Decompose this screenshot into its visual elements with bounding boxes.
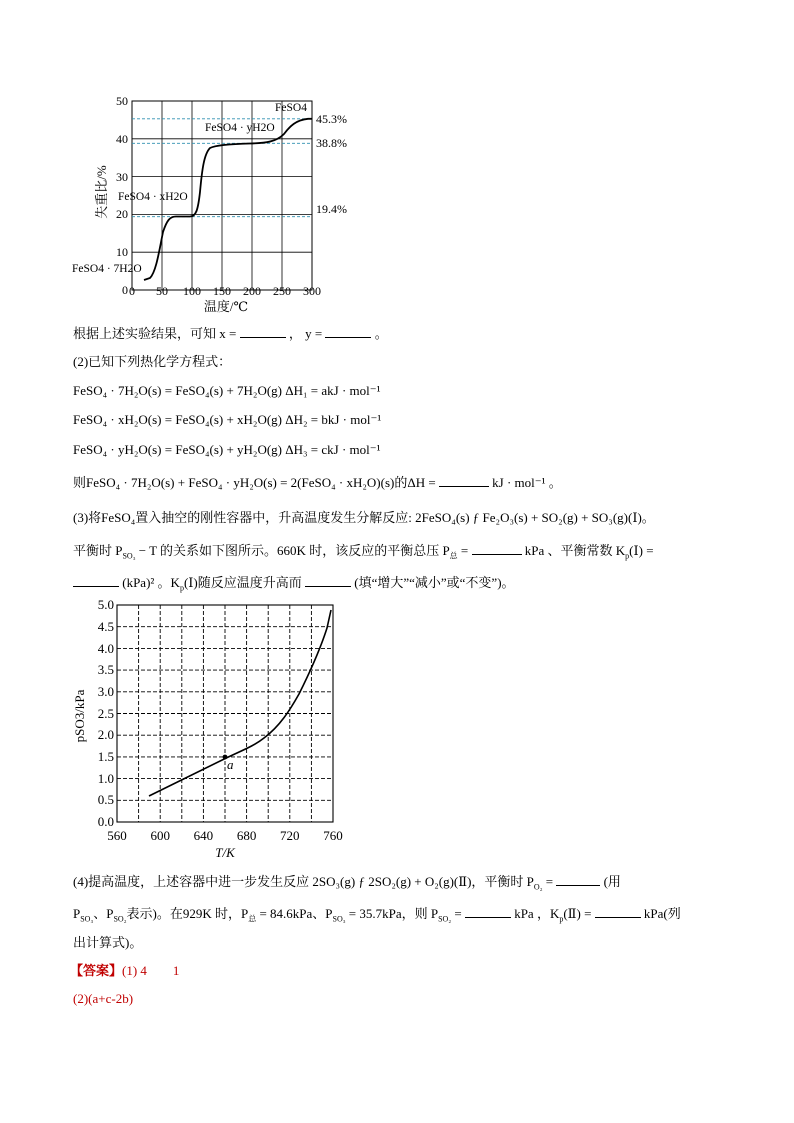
text-segment: 则FeSO₄ · 7H₂O(s) + FeSO₄ · yH₂O(s) = 2(FeSO₄ · xH₂O)(s)的ΔH = <box>73 475 436 490</box>
x-tick: 600 <box>150 828 170 843</box>
y-tick: 2.0 <box>97 727 114 742</box>
text-segment: = 35.7kPa，则 P <box>345 906 439 921</box>
question-3-line-1: (3)将FeSO₄置入抽空的刚性容器中，升高温度发生分解反应: 2FeSO₄(s) ƒ Fe₂O₃(s) + SO₂(g) + SO₃(g)(Ⅰ)。 <box>73 510 655 525</box>
x-tick: 50 <box>156 284 168 298</box>
text-segment: (kPa)² 。K <box>122 575 180 590</box>
text-segment: − T 的关系如下图所示。660K 时，该反应的平衡总压 P <box>135 543 450 558</box>
x-tick: 760 <box>323 828 343 843</box>
text-segment: ， y = <box>288 326 323 341</box>
label-feso4-yh2o: FeSO4 · yH2O <box>205 122 275 134</box>
equation-4 <box>73 472 562 492</box>
text-segment: (Ⅱ) = <box>563 906 592 921</box>
text-segment: (4)提高温度，上述容器中进一步发生反应 2SO₃(g) ƒ 2SO₂(g) + O₂(g)(Ⅱ)，平衡时 P <box>73 874 534 889</box>
answer-blank-x[interactable] <box>240 323 286 338</box>
y-tick: 50 <box>116 94 128 108</box>
y-tick: 20 <box>116 207 128 221</box>
text-segment: 。 <box>374 326 388 341</box>
pct-label-45: 45.3% <box>316 112 347 126</box>
text-segment: (用 <box>603 874 621 889</box>
subscript: SO₃ <box>332 914 346 924</box>
answer-blank-po2[interactable] <box>556 871 600 886</box>
label-feso4-7h2o: FeSO4 · 7H2O <box>72 263 142 275</box>
x-axis-title: T/K <box>215 845 235 860</box>
y-tick: 3.5 <box>97 662 114 677</box>
pso3-curve <box>149 610 331 796</box>
subscript: 总 <box>449 551 458 561</box>
text-segment: 平衡时 P <box>73 543 123 558</box>
pso3-grid <box>117 605 333 822</box>
x-tick: 720 <box>280 828 300 843</box>
subscript: SO₂ <box>438 914 452 924</box>
answer-blank-kp1[interactable] <box>73 572 119 587</box>
y-tick: 10 <box>116 245 128 259</box>
text-segment: (Ⅰ) = <box>629 543 654 558</box>
y-tick: 1.0 <box>97 771 114 786</box>
text-segment: (填“增大”“减小”或“不变”)。 <box>354 575 515 590</box>
text-segment: kPa(列 <box>643 906 681 921</box>
x-tick: 0 <box>129 284 135 298</box>
answer-1: (1) 4 1 <box>122 963 180 978</box>
subscript: SO₂ <box>113 914 127 924</box>
y-tick: 4.5 <box>97 619 114 634</box>
x-tick: 680 <box>236 828 257 843</box>
subscript: p <box>625 551 630 561</box>
text-segment: kJ · mol⁻¹ 。 <box>492 475 562 490</box>
answer-2: (2)(a+c-2b) <box>73 991 134 1006</box>
y-tick: 4.0 <box>97 641 114 656</box>
answer-blank-dh[interactable] <box>439 472 489 487</box>
x-axis-title: 温度/℃ <box>203 299 249 314</box>
y-axis-title: 失重比/% <box>94 165 109 219</box>
text-segment: 表示)。在929K 时，P <box>126 906 249 921</box>
y-tick: 5.0 <box>97 598 114 612</box>
y-tick: 40 <box>116 132 128 146</box>
text-segment: = 84.6kPa、P <box>256 906 333 921</box>
y-axis-title: pSO3/kPa <box>72 689 87 743</box>
label-feso4: FeSO4 <box>275 102 307 114</box>
text-segment: 根据上述实验结果，可知 x = <box>73 326 237 341</box>
equation-2: FeSO₄ · xH₂O(s) = FeSO₄(s) + xH₂O(g) ΔH₂ = bkJ · mol⁻¹ <box>73 412 382 427</box>
mass-loss-chart <box>60 92 360 317</box>
text-segment: = <box>542 874 554 889</box>
answer-line-1 <box>70 962 179 980</box>
question-4-line-3: 出计算式)。 <box>73 935 143 950</box>
y-tick: 1.5 <box>97 749 114 764</box>
x-tick: 150 <box>213 284 231 298</box>
subscript: SO₃ <box>80 914 94 924</box>
y-tick: 0 <box>122 283 128 297</box>
equation-3: FeSO₄ · yH₂O(s) = FeSO₄(s) + yH₂O(g) ΔH₃ = ckJ · mol⁻¹ <box>73 442 381 457</box>
equation-1: FeSO₄ · 7H₂O(s) = FeSO₄(s) + 7H₂O(g) ΔH₁ = akJ · mol⁻¹ <box>73 383 381 398</box>
pct-label-19: 19.4% <box>316 202 347 216</box>
x-tick: 200 <box>243 284 261 298</box>
x-tick: 100 <box>183 284 201 298</box>
answer-blank-kp2[interactable] <box>595 903 641 918</box>
y-tick: 2.5 <box>97 706 114 721</box>
text-segment: = <box>457 543 469 558</box>
answer-blank-ptotal[interactable] <box>472 540 522 555</box>
text-segment: P <box>73 906 81 921</box>
answer-label: 【答案】 <box>70 963 123 978</box>
text-segment: 、P <box>93 906 114 921</box>
text-segment: kPa 、平衡常数 K <box>524 543 626 558</box>
answer-blank-pso2[interactable] <box>465 903 511 918</box>
subscript: p <box>559 914 564 924</box>
subscript: SO₃ <box>122 551 136 561</box>
subscript: 总 <box>248 914 257 924</box>
y-tick: 30 <box>116 170 128 184</box>
label-feso4-xh2o: FeSO4 · xH2O <box>118 191 188 203</box>
y-tick: 0.5 <box>97 792 114 807</box>
question-3-line-2 <box>73 540 654 566</box>
x-tick: 560 <box>107 828 127 843</box>
x-tick: 300 <box>303 284 321 298</box>
question-4-line-2 <box>73 903 681 929</box>
question-line-xy <box>73 323 388 343</box>
text-segment: = <box>451 906 462 921</box>
question-2-heading: (2)已知下列热化学方程式： <box>73 354 232 369</box>
subscript: p <box>179 583 184 593</box>
x-tick: 250 <box>273 284 291 298</box>
pso3-chart <box>68 598 358 863</box>
answer-blank-y[interactable] <box>325 323 371 338</box>
text-segment: (Ⅰ)随反应温度升高而 <box>183 575 302 590</box>
answer-blank-trend[interactable] <box>305 572 351 587</box>
y-tick: 3.0 <box>97 684 114 699</box>
question-4-line-1 <box>73 871 621 897</box>
question-3-line-3 <box>73 572 515 598</box>
point-a-label: a <box>227 757 234 772</box>
text-segment: kPa ，K <box>514 906 560 921</box>
subscript: O₂ <box>533 882 543 892</box>
x-tick: 640 <box>193 828 214 843</box>
y-tick: 0.0 <box>97 814 114 829</box>
pct-label-38: 38.8% <box>316 136 347 150</box>
